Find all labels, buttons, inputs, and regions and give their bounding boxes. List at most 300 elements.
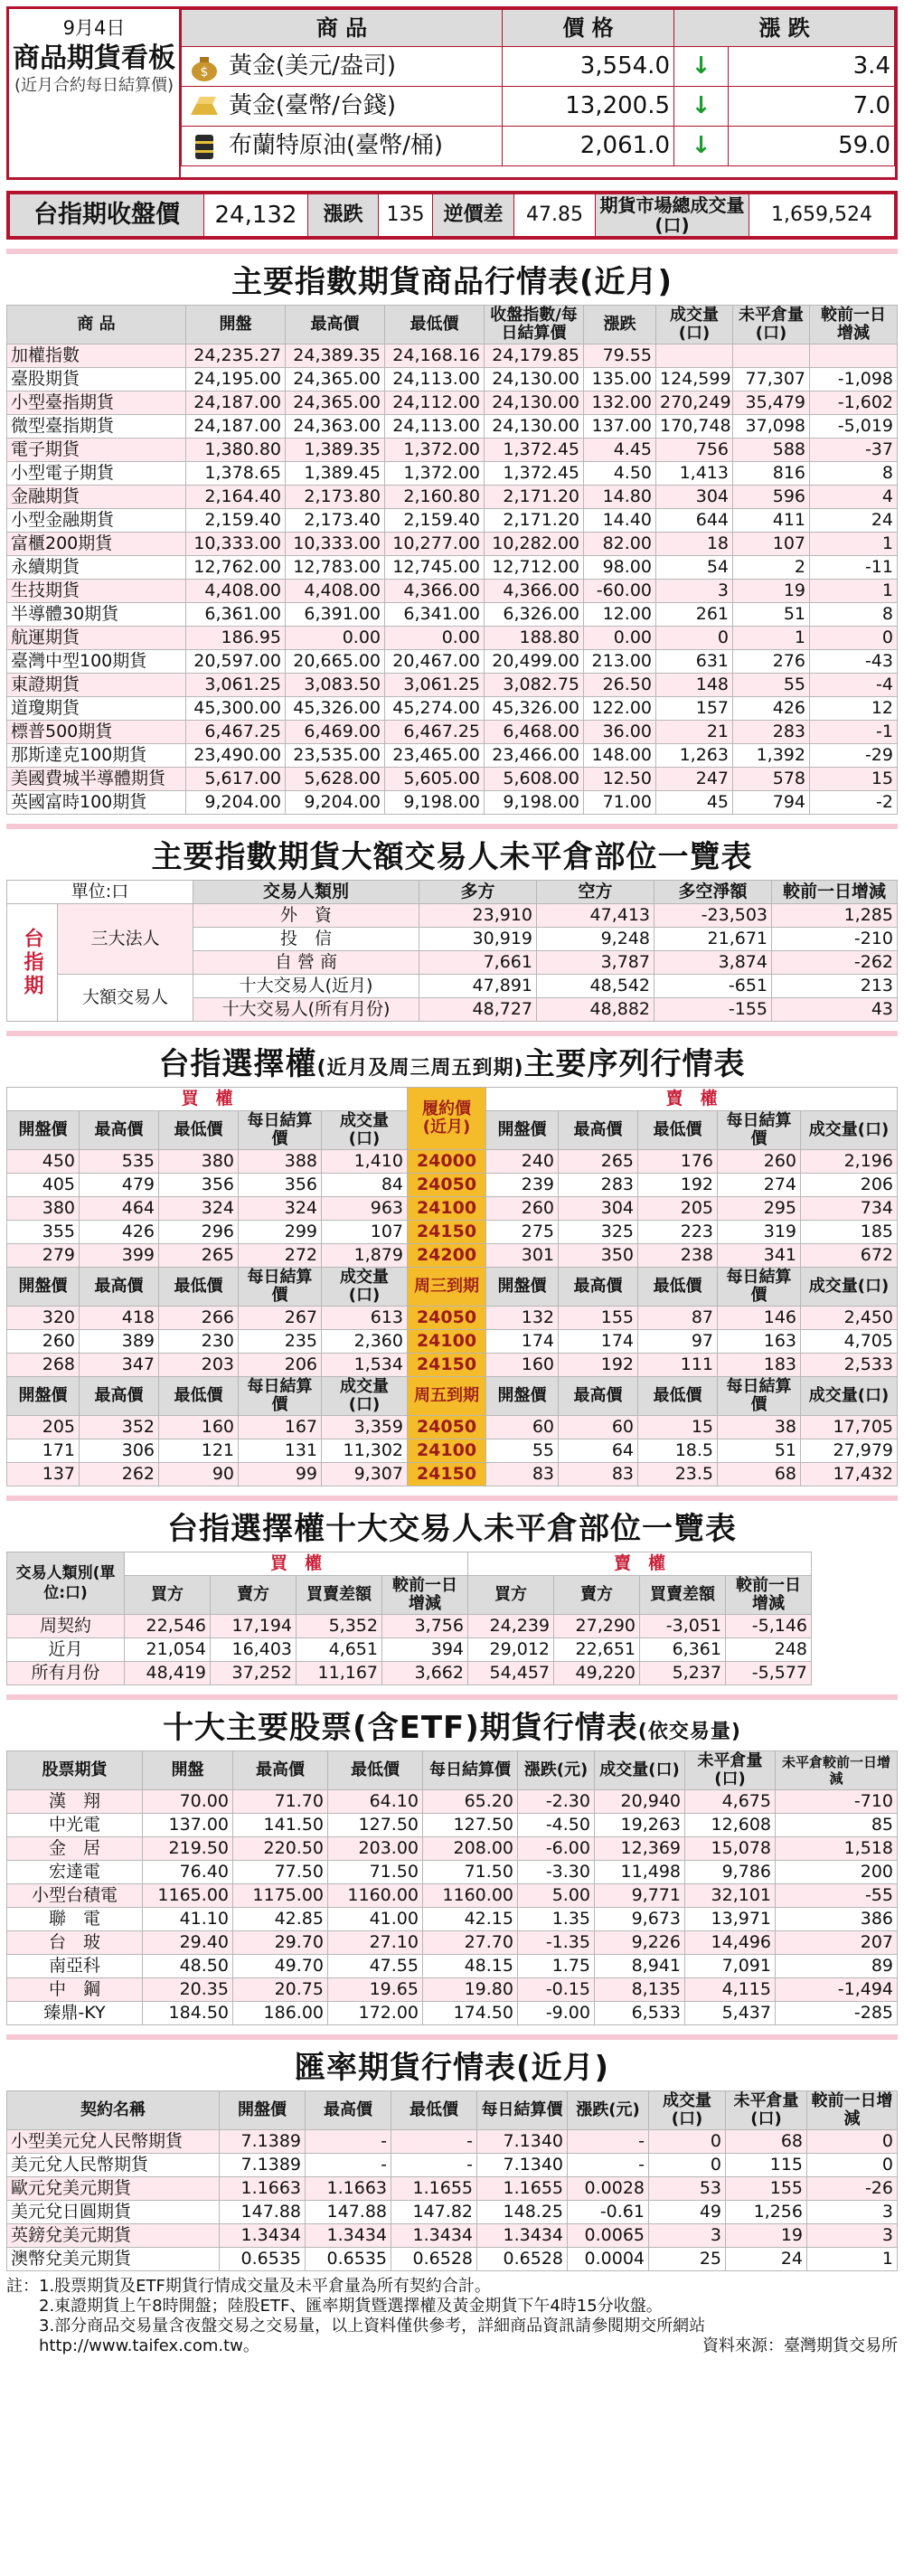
settle: 6,326.00 <box>485 603 584 627</box>
open: 219.50 <box>143 1837 233 1861</box>
change: -0.61 <box>568 2201 649 2224</box>
net-change: 43 <box>772 998 898 1022</box>
table-row <box>7 1638 898 1662</box>
settle: 9,198.00 <box>485 791 584 815</box>
low: 64.10 <box>328 1790 423 1814</box>
settle: 45,326.00 <box>485 697 584 721</box>
volume: 9,771 <box>595 1884 685 1908</box>
low: 24,113.00 <box>385 415 485 439</box>
options-row <box>7 1174 898 1197</box>
open: 1,378.65 <box>186 462 286 486</box>
product: 電子期貨 <box>7 439 186 462</box>
high: 20,665.00 <box>286 650 385 674</box>
col-oi: 未平倉量(口) <box>726 2091 807 2130</box>
options-row <box>7 1416 898 1439</box>
oi-change: -1,602 <box>810 392 898 415</box>
put-volume: 27,979 <box>801 1439 898 1463</box>
open: 1.3434 <box>220 2224 306 2248</box>
short: 9,248 <box>537 928 654 951</box>
open-interest: 115 <box>726 2154 807 2177</box>
stock-name: 臻鼎-KY <box>7 2002 143 2025</box>
footnote-link[interactable]: http://www.taifex.com.tw。 <box>6 2336 259 2355</box>
high: 9,204.00 <box>286 791 385 815</box>
open-interest: 1,392 <box>733 744 810 768</box>
settle: 7.1340 <box>477 2154 568 2177</box>
open: 7.1389 <box>220 2154 306 2177</box>
put-low: 87 <box>638 1307 718 1330</box>
low: 23,465.00 <box>385 744 485 768</box>
low: 71.50 <box>328 1861 423 1884</box>
col-high: 最高價 <box>559 1111 638 1150</box>
strike: 24100 <box>408 1197 486 1221</box>
oi-change <box>810 344 898 368</box>
side-label: 台指期 <box>7 904 58 1022</box>
open-interest: 107 <box>733 533 810 556</box>
put-settle: 274 <box>718 1174 801 1197</box>
call-high: 535 <box>80 1150 159 1174</box>
settle: 3,082.75 <box>485 674 584 697</box>
table-row <box>7 2154 898 2177</box>
table-row <box>7 462 898 486</box>
footnotes <box>6 2277 898 2356</box>
col-long: 多方 <box>419 881 537 904</box>
call-low: 296 <box>159 1221 239 1244</box>
oi-change: -11 <box>810 556 898 580</box>
low: 1.3434 <box>391 2224 477 2248</box>
group-large-traders: 大額交易人 <box>58 975 193 1022</box>
col-product: 商 品 <box>7 306 186 344</box>
col-diff: 買賣差額 <box>297 1576 382 1615</box>
oi-change: 1 <box>807 2248 898 2271</box>
down-arrow-icon: ↓ <box>674 127 729 166</box>
settle: 48.15 <box>423 1955 518 1978</box>
high: 5,628.00 <box>286 768 385 791</box>
table-row <box>7 744 898 768</box>
open: 1165.00 <box>143 1884 233 1908</box>
volume: 53 <box>649 2177 726 2201</box>
put-low: 205 <box>638 1197 718 1221</box>
taiex-basis-label: 逆價差 <box>433 194 514 237</box>
net: -651 <box>654 975 772 998</box>
footnote-line: 3.部分商品交易量含夜盤交易之交易量，以上資料僅供參考，詳細商品資訊請參閱期交所網站 <box>6 2317 706 2335</box>
open-interest: 283 <box>733 721 810 744</box>
open-interest: 51 <box>733 603 810 627</box>
change: 82.00 <box>584 533 656 556</box>
change: -9.00 <box>518 2002 595 2025</box>
open-interest: 426 <box>733 697 810 721</box>
change: 71.00 <box>584 791 656 815</box>
contract-name: 美元兌日圓期貨 <box>7 2201 220 2224</box>
open: 24,195.00 <box>186 368 286 392</box>
put-low: 238 <box>638 1244 718 1268</box>
col-diff-change: 較前一日增減 <box>726 1576 812 1615</box>
product: 航運期貨 <box>7 627 186 650</box>
call-label: 買 權 <box>125 1552 468 1576</box>
oi-change: 3 <box>807 2224 898 2248</box>
col-settle: 每日結算價 <box>718 1268 801 1307</box>
col-settle: 收盤指數/每日結算價 <box>485 306 584 344</box>
open-interest: 596 <box>733 486 810 509</box>
put-high: 192 <box>559 1354 638 1377</box>
oi-change: -1,494 <box>776 1978 898 2002</box>
settle: 23,466.00 <box>485 744 584 768</box>
contract-name: 小型美元兌人民幣期貨 <box>7 2130 220 2154</box>
trader-category: 所有月份 <box>7 1662 125 1685</box>
settle: 24,130.00 <box>485 392 584 415</box>
product: 小型臺指期貨 <box>7 392 186 415</box>
table-row <box>7 2177 898 2201</box>
oi-change: 3 <box>807 2201 898 2224</box>
call-high: 352 <box>80 1416 159 1439</box>
taiex-volume-label: 期貨市場總成交量(口) <box>596 194 749 237</box>
open: 12,762.00 <box>186 556 286 580</box>
big-traders-title: 主要指數期貨大額交易人未平倉部位一覽表 <box>151 839 753 875</box>
change: 0.0065 <box>568 2224 649 2248</box>
low: 1160.00 <box>328 1884 423 1908</box>
col-volume: 成交量(口) <box>801 1268 898 1307</box>
high: 71.70 <box>233 1790 328 1814</box>
settle: 188.80 <box>485 627 584 650</box>
put-settle: 295 <box>718 1197 801 1221</box>
col-change: 漲跌(元) <box>568 2091 649 2130</box>
oi-change: 200 <box>776 1861 898 1884</box>
change: 137.00 <box>584 415 656 439</box>
taiex-close: 24,132 <box>204 194 308 237</box>
high: 45,326.00 <box>286 697 385 721</box>
col-volume: 成交量(口) <box>322 1377 408 1416</box>
call-sell: 37,252 <box>211 1662 297 1685</box>
volume: 247 <box>656 768 733 791</box>
low: 172.00 <box>328 2002 423 2025</box>
net: 21,671 <box>654 928 772 951</box>
money-bag-icon <box>185 52 223 82</box>
table-row <box>7 791 898 815</box>
high: 24,363.00 <box>286 415 385 439</box>
put-change: -5,577 <box>726 1662 812 1685</box>
put-low: 18.5 <box>638 1439 718 1463</box>
footnote-line: 註：1.股票期貨及ETF期貨行情成交量及未平倉量為所有契約合計。 <box>6 2277 491 2296</box>
board-col-change: 漲 跌 <box>674 10 895 47</box>
stock-futures-title: 十大主要股票(含ETF)期貨行情表(依交易量) <box>163 1710 741 1746</box>
low: 24,168.16 <box>385 344 485 368</box>
open: 29.40 <box>143 1931 233 1955</box>
low: 20,467.00 <box>385 650 485 674</box>
table-row <box>7 1861 898 1884</box>
strike: 24150 <box>408 1463 486 1486</box>
options-header-row <box>7 1377 898 1416</box>
change: 36.00 <box>584 721 656 744</box>
high: - <box>306 2154 391 2177</box>
open-interest: 4,115 <box>685 1978 776 2002</box>
settle: 10,282.00 <box>485 533 584 556</box>
open: 23,490.00 <box>186 744 286 768</box>
col-volume: 成交量(口) <box>649 2091 726 2130</box>
section-divider <box>6 824 898 829</box>
section-divider <box>6 1496 898 1501</box>
volume: 3 <box>656 580 733 603</box>
col-settle: 每日結算價 <box>239 1268 322 1307</box>
trader-category: 周契約 <box>7 1615 125 1638</box>
oi-change: 24 <box>810 509 898 533</box>
volume: 54 <box>656 556 733 580</box>
put-settle: 260 <box>718 1150 801 1174</box>
call-low: 160 <box>159 1416 239 1439</box>
change: 1.75 <box>518 1955 595 1978</box>
settle: 6,468.00 <box>485 721 584 744</box>
high: 6,391.00 <box>286 603 385 627</box>
col-oi-change: 未平倉較前一日增減 <box>776 1751 898 1790</box>
contract-name: 歐元兌美元期貨 <box>7 2177 220 2201</box>
table-row <box>7 509 898 533</box>
high: 23,535.00 <box>286 744 385 768</box>
change: 79.55 <box>584 344 656 368</box>
option-traders-title: 台指選擇權十大交易人未平倉部位一覽表 <box>167 1511 737 1547</box>
contract-name: 英鎊兌美元期貨 <box>7 2224 220 2248</box>
group-institutions: 三大法人 <box>58 904 193 975</box>
col-stock: 股票期貨 <box>7 1751 143 1790</box>
open-interest: 35,479 <box>733 392 810 415</box>
col-high: 最高價 <box>559 1268 638 1307</box>
table-row <box>7 768 898 791</box>
call-label: 買 權 <box>7 1088 408 1111</box>
call-open: 279 <box>7 1244 80 1268</box>
call-sell: 17,194 <box>211 1615 297 1638</box>
low: 147.82 <box>391 2201 477 2224</box>
taiex-change: 135 <box>379 194 433 237</box>
low: 6,467.25 <box>385 721 485 744</box>
high: 1.1663 <box>306 2177 391 2201</box>
low: 41.00 <box>328 1908 423 1931</box>
call-volume: 11,302 <box>322 1439 408 1463</box>
oil-barrel-icon <box>185 131 223 162</box>
put-high: 265 <box>559 1150 638 1174</box>
col-volume: 成交量(口) <box>322 1268 408 1307</box>
open: 3,061.25 <box>186 674 286 697</box>
call-low: 121 <box>159 1439 239 1463</box>
volume: 3 <box>649 2224 726 2248</box>
put-open: 55 <box>486 1439 559 1463</box>
settle: 1.1655 <box>477 2177 568 2201</box>
call-open: 171 <box>7 1439 80 1463</box>
volume: 1,413 <box>656 462 733 486</box>
product: 英國富時100期貨 <box>7 791 186 815</box>
open: 10,333.00 <box>186 533 286 556</box>
stock-name: 小型台積電 <box>7 1884 143 1908</box>
open-interest <box>733 344 810 368</box>
board-change: 59.0 <box>729 127 895 166</box>
put-high: 60 <box>559 1416 638 1439</box>
board-product: 黃金(臺幣/台錢) <box>182 87 503 127</box>
long: 7,661 <box>419 951 537 975</box>
change: -2.30 <box>518 1790 595 1814</box>
section-divider <box>6 1694 898 1700</box>
call-low: 265 <box>159 1244 239 1268</box>
product: 富櫃200期貨 <box>7 533 186 556</box>
options-header-row <box>7 1268 898 1307</box>
volume: 20,940 <box>595 1790 685 1814</box>
put-settle: 183 <box>718 1354 801 1377</box>
net: -155 <box>654 998 772 1022</box>
high: 3,083.50 <box>286 674 385 697</box>
settle: 2,171.20 <box>485 486 584 509</box>
table-row <box>7 392 898 415</box>
product: 標普500期貨 <box>7 721 186 744</box>
oi-change: 386 <box>776 1908 898 1931</box>
oi-change: -4 <box>810 674 898 697</box>
call-open: 260 <box>7 1330 80 1354</box>
volume: 8,941 <box>595 1955 685 1978</box>
option-traders-table <box>6 1552 898 1685</box>
table-row <box>7 415 898 439</box>
table-row <box>7 2248 898 2271</box>
unit-label: 單位:口 <box>7 881 193 904</box>
put-low: 192 <box>638 1174 718 1197</box>
col-settle: 每日結算價 <box>477 2091 568 2130</box>
col-high: 最高價 <box>233 1751 328 1790</box>
high: 0.00 <box>286 627 385 650</box>
open-interest: 588 <box>733 439 810 462</box>
call-low: 356 <box>159 1174 239 1197</box>
oi-change: 85 <box>776 1814 898 1837</box>
open: 1,380.80 <box>186 439 286 462</box>
high: 2,173.80 <box>286 486 385 509</box>
call-low: 90 <box>159 1463 239 1486</box>
high: 77.50 <box>233 1861 328 1884</box>
stock-name: 中光電 <box>7 1814 143 1837</box>
put-diff: 5,237 <box>640 1662 726 1685</box>
options-table <box>6 1087 898 1486</box>
trader-type: 十大交易人(所有月份) <box>193 998 419 1022</box>
call-open: 380 <box>7 1197 80 1221</box>
open-interest: 578 <box>733 768 810 791</box>
board-product: $ 黃金(美元/盎司) <box>182 47 503 87</box>
open-interest: 68 <box>726 2130 807 2154</box>
oi-change: 0 <box>810 627 898 650</box>
open: 147.88 <box>220 2201 306 2224</box>
oi-change: 8 <box>810 603 898 627</box>
high: 12,783.00 <box>286 556 385 580</box>
call-high: 262 <box>80 1463 159 1486</box>
call-low: 324 <box>159 1197 239 1221</box>
high: 147.88 <box>306 2201 391 2224</box>
oi-change: -29 <box>810 744 898 768</box>
open-interest: 2 <box>733 556 810 580</box>
put-settle: 163 <box>718 1330 801 1354</box>
table-row <box>7 1615 898 1638</box>
call-low: 380 <box>159 1150 239 1174</box>
col-high: 最高價 <box>286 306 385 344</box>
open: 24,187.00 <box>186 392 286 415</box>
col-volume: 成交量(口) <box>801 1111 898 1150</box>
put-diff: 6,361 <box>640 1638 726 1662</box>
open-interest: 19 <box>733 580 810 603</box>
stock-name: 宏達電 <box>7 1861 143 1884</box>
open-interest: 12,608 <box>685 1814 776 1837</box>
put-high: 174 <box>559 1330 638 1354</box>
col-volume: 成交量(口) <box>656 306 733 344</box>
board-row-gold-usd <box>182 47 895 87</box>
put-settle: 341 <box>718 1244 801 1268</box>
net-change: 1,285 <box>772 904 898 928</box>
table-row <box>7 1884 898 1908</box>
table-row <box>7 556 898 580</box>
table-row <box>7 1955 898 1978</box>
settle: 27.70 <box>423 1931 518 1955</box>
board-title-block <box>9 9 181 177</box>
high: 24,389.35 <box>286 344 385 368</box>
trader-type: 投 信 <box>193 928 419 951</box>
call-open: 268 <box>7 1354 80 1377</box>
strike: 24100 <box>408 1330 486 1354</box>
put-buy: 24,239 <box>468 1615 554 1638</box>
call-volume: 107 <box>322 1221 408 1244</box>
board-price: 3,554.0 <box>503 47 674 87</box>
open: 1.1663 <box>220 2177 306 2201</box>
put-high: 83 <box>559 1463 638 1486</box>
open-interest: 14,496 <box>685 1931 776 1955</box>
call-settle: 388 <box>239 1150 322 1174</box>
put-volume: 2,533 <box>801 1354 898 1377</box>
net: -23,503 <box>654 904 772 928</box>
change: 1.35 <box>518 1908 595 1931</box>
high: 6,469.00 <box>286 721 385 744</box>
put-label: 賣 權 <box>468 1552 812 1576</box>
call-buy: 48,419 <box>125 1662 211 1685</box>
low: 4,366.00 <box>385 580 485 603</box>
col-change: 漲跌 <box>584 306 656 344</box>
col-open: 開盤價 <box>7 1268 80 1307</box>
oi-change: 15 <box>810 768 898 791</box>
volume: 0 <box>649 2154 726 2177</box>
call-change: 3,662 <box>382 1662 468 1685</box>
open: 186.95 <box>186 627 286 650</box>
settle: 2,171.20 <box>485 509 584 533</box>
volume: 11,498 <box>595 1861 685 1884</box>
trader-type: 十大交易人(近月) <box>193 975 419 998</box>
volume: 0 <box>656 627 733 650</box>
table-row <box>7 627 898 650</box>
volume: 9,226 <box>595 1931 685 1955</box>
table-row <box>7 368 898 392</box>
volume: 25 <box>649 2248 726 2271</box>
low: 2,159.40 <box>385 509 485 533</box>
call-settle: 235 <box>239 1330 322 1354</box>
table-row <box>7 580 898 603</box>
settle: 174.50 <box>423 2002 518 2025</box>
put-volume: 2,196 <box>801 1150 898 1174</box>
call-volume: 9,307 <box>322 1463 408 1486</box>
oi-change: -5,019 <box>810 415 898 439</box>
col-settle: 每日結算價 <box>423 1751 518 1790</box>
put-volume: 734 <box>801 1197 898 1221</box>
table-row <box>7 2224 898 2248</box>
high: 29.70 <box>233 1931 328 1955</box>
oi-change: 89 <box>776 1955 898 1978</box>
table-row <box>7 2002 898 2025</box>
low: 6,341.00 <box>385 603 485 627</box>
call-volume: 3,359 <box>322 1416 408 1439</box>
open: 2,164.40 <box>186 486 286 509</box>
call-high: 418 <box>80 1307 159 1330</box>
call-settle: 356 <box>239 1174 322 1197</box>
board-change: 3.4 <box>729 47 895 87</box>
col-contract: 契約名稱 <box>7 2091 220 2130</box>
high: 20.75 <box>233 1978 328 2002</box>
col-oi: 未平倉量(口) <box>733 306 810 344</box>
change: 12.50 <box>584 768 656 791</box>
oi-change: -285 <box>776 2002 898 2025</box>
short: 47,413 <box>537 904 654 928</box>
